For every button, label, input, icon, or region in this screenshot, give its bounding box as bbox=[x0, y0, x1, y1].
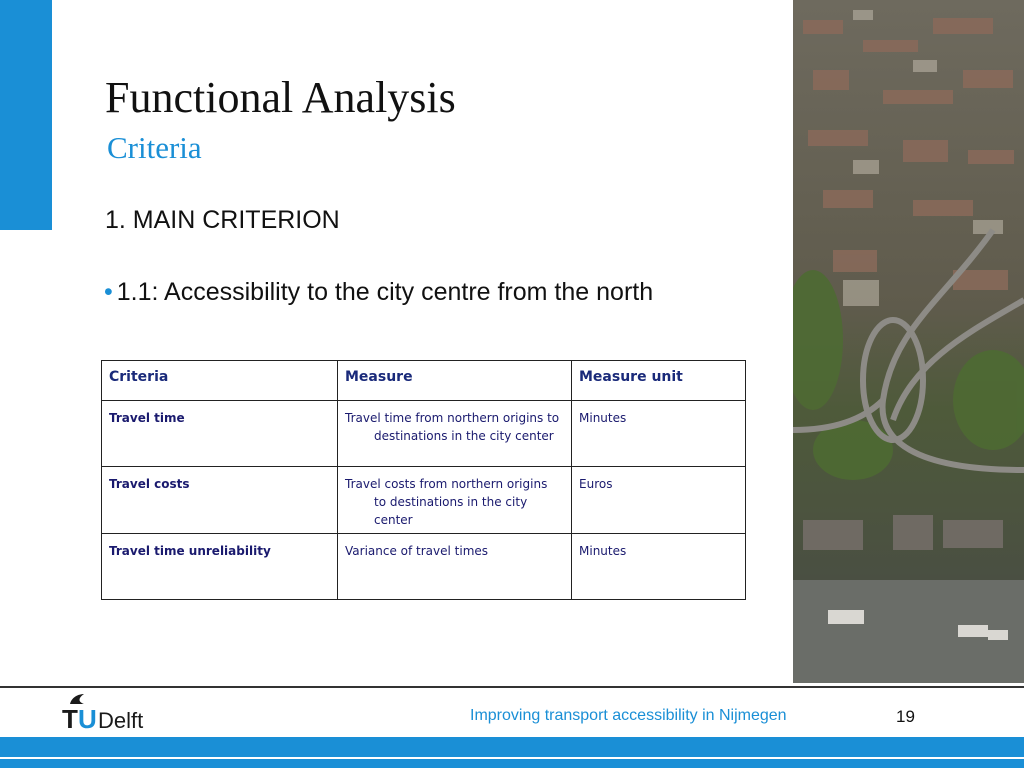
unit-cell: Minutes bbox=[572, 534, 746, 600]
svg-text:U: U bbox=[78, 704, 97, 734]
sub-criterion-item bbox=[104, 278, 653, 307]
flame-icon bbox=[70, 694, 84, 704]
measure-line: Travel time from northern origins to bbox=[345, 411, 560, 425]
table-row bbox=[102, 467, 746, 534]
bottom-accent-bar bbox=[0, 737, 1024, 768]
criteria-cell: Travel time unreliability bbox=[102, 534, 338, 600]
measure-cell bbox=[338, 401, 572, 467]
criteria-cell: Travel time bbox=[102, 401, 338, 467]
table-header-cell: Criteria bbox=[102, 361, 338, 401]
svg-text:T: T bbox=[62, 704, 78, 734]
accent-bar bbox=[0, 0, 52, 230]
table-header-cell: Measure unit bbox=[572, 361, 746, 401]
unit-cell: Minutes bbox=[572, 401, 746, 467]
slide-title: Functional Analysis bbox=[105, 73, 456, 122]
tu-delft-logo bbox=[62, 690, 172, 736]
main-criterion-heading: 1. MAIN CRITERION bbox=[105, 206, 340, 234]
table-header-row bbox=[102, 361, 746, 401]
sub-criterion-text: 1.1: Accessibility to the city centre from the north bbox=[116, 278, 654, 306]
bullet-icon: • bbox=[104, 278, 113, 306]
footer-divider bbox=[0, 686, 1024, 688]
unit-cell: Euros bbox=[572, 467, 746, 534]
footer-presentation-title: Improving transport accessibility in Nijmegen bbox=[470, 707, 787, 724]
svg-text:Delft: Delft bbox=[98, 708, 144, 733]
table-row bbox=[102, 534, 746, 600]
criteria-table bbox=[101, 360, 746, 600]
table-header-cell: Measure bbox=[338, 361, 572, 401]
measure-line: Variance of travel times bbox=[345, 544, 489, 558]
table-row bbox=[102, 401, 746, 467]
criteria-cell: Travel costs bbox=[102, 467, 338, 534]
slide-subtitle: Criteria bbox=[107, 130, 202, 165]
measure-line: to destinations in the city bbox=[374, 495, 528, 509]
measure-line: center bbox=[374, 513, 413, 527]
measure-cell bbox=[338, 467, 572, 534]
aerial-city-photo bbox=[793, 0, 1024, 683]
measure-line: destinations in the city center bbox=[374, 429, 554, 443]
bottom-stripe bbox=[0, 757, 1024, 759]
page-number: 19 bbox=[896, 707, 915, 726]
measure-cell bbox=[338, 534, 572, 600]
measure-line: Travel costs from northern origins bbox=[345, 477, 548, 491]
